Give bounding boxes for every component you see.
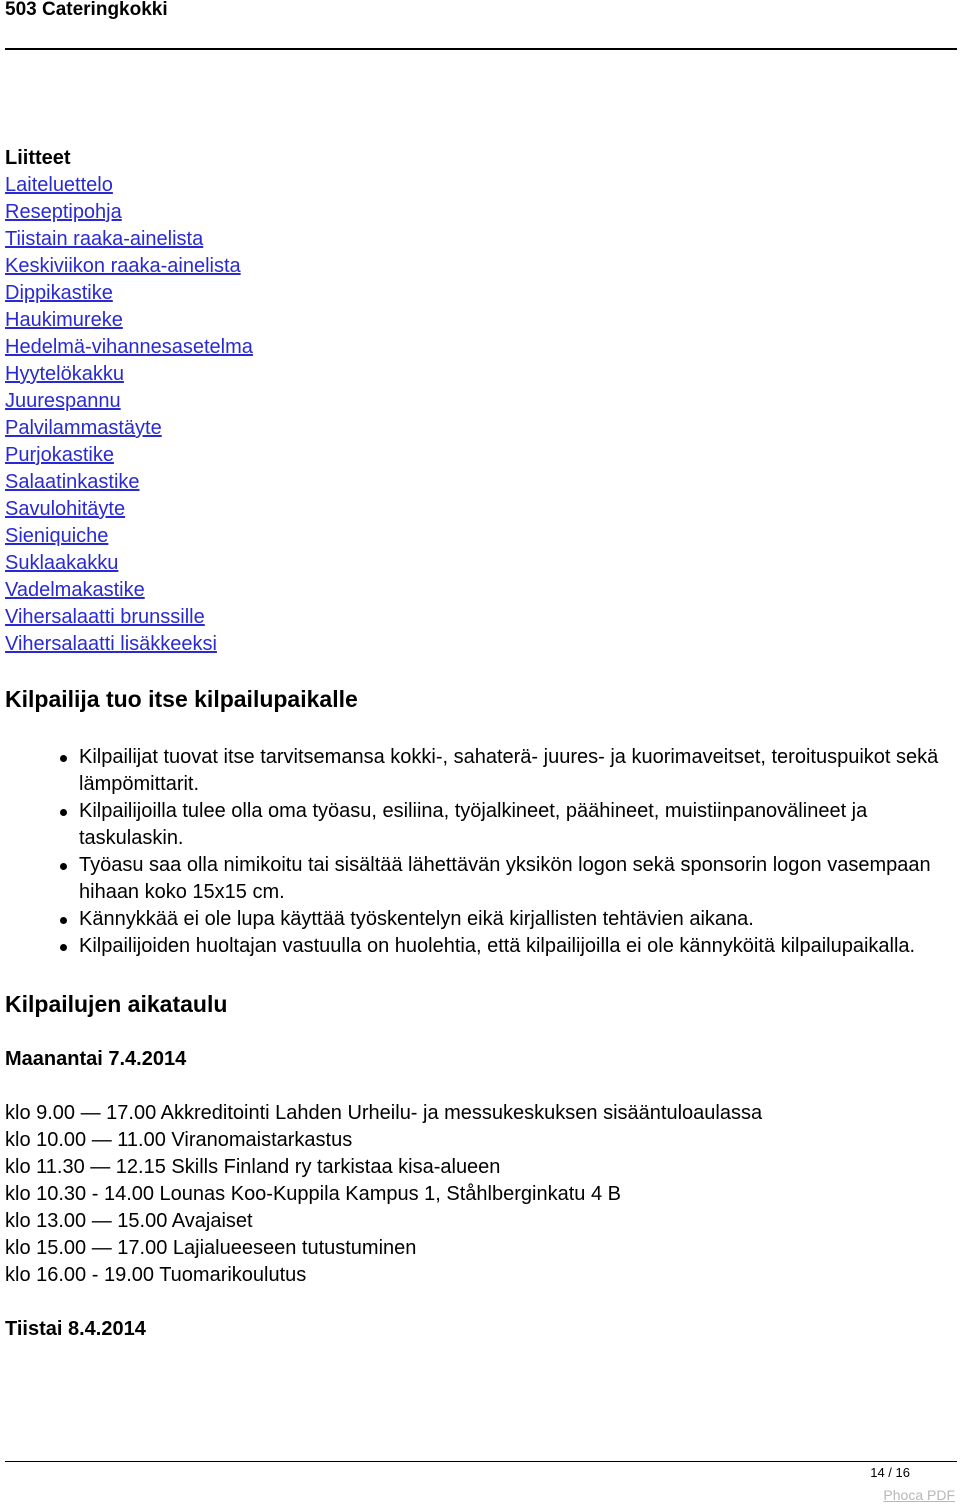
monday-heading: Maanantai 7.4.2014 [5,1048,187,1070]
schedule-item: klo 15.00 — 17.00 Lajialueeseen tutustuminen [5,1237,417,1259]
attachment-link-reseptipohja[interactable]: Reseptipohja [5,201,122,223]
list-item [5,280,950,307]
list-item [5,550,950,577]
attachment-link-keskiviikon-raaka-ainelista[interactable]: Keskiviikon raaka-ainelista [5,255,241,277]
attachment-link-vihersalaatti-brunssille[interactable]: Vihersalaatti brunssille [5,606,205,628]
phoca-pdf-link[interactable]: Phoca PDF [883,1487,955,1503]
attachment-link-hedelma-vihannesasetelma[interactable]: Hedelmä-vihannesasetelma [5,336,253,358]
list-item [5,307,950,334]
list-item [5,334,950,361]
attachment-link-juurespannu[interactable]: Juurespannu [5,390,121,412]
attachment-link-laiteluettelo[interactable]: Laiteluettelo [5,174,113,196]
attachment-link-hyytelokakku[interactable]: Hyytelökakku [5,363,124,385]
schedule-item: klo 10.30 - 14.00 Lounas Koo-Kuppila Kampus 1, Ståhlberginkatu 4 B [5,1183,621,1205]
list-item [5,577,950,604]
list-item [5,523,950,550]
list-item [5,631,950,658]
list-item: Työasu saa olla nimikoitu tai sisältää lähettävän yksikön logon sekä sponsorin logon vasempaan hihaan koko 15x15 cm. [79,852,950,906]
page-header [5,0,957,50]
list-item [5,442,950,469]
attachment-link-dippikastike[interactable]: Dippikastike [5,282,113,304]
list-item [5,469,950,496]
schedule-item: klo 9.00 — 17.00 Akkreditointi Lahden Urheilu- ja messukeskuksen sisääntuloaulassa [5,1102,763,1124]
attachment-link-vihersalaatti-lisakkeeksi[interactable]: Vihersalaatti lisäkkeeksi [5,633,217,655]
list-item [5,226,950,253]
attachment-link-suklaakakku[interactable]: Suklaakakku [5,552,119,574]
schedule-heading: Kilpailujen aikataulu [5,991,228,1017]
list-item [5,253,950,280]
list-item: Kännykkää ei ole lupa käyttää työskentelyn eikä kirjallisten tehtävien aikana. [79,906,950,933]
schedule-item: klo 11.30 — 12.15 Skills Finland ry tarkistaa kisa-alueen [5,1156,501,1178]
list-item [5,361,950,388]
list-item [5,172,950,199]
attachment-link-salaatinkastike[interactable]: Salaatinkastike [5,471,140,493]
schedule-item: klo 10.00 — 11.00 Viranomaistarkastus [5,1129,353,1151]
page-number: 14 / 16 [870,1465,910,1480]
attachment-link-purjokastike[interactable]: Purjokastike [5,444,114,466]
tuesday-heading: Tiistai 8.4.2014 [5,1318,146,1340]
attachments-list [5,172,950,658]
list-item [5,388,950,415]
bring-items-heading: Kilpailija tuo itse kilpailupaikalle [5,686,358,712]
list-item: Kilpailijat tuovat itse tarvitsemansa kokki-, sahaterä- juures- ja kuorimaveitset, teroituspuikot sekä lämpömittarit. [79,744,950,798]
list-item [5,604,950,631]
attachments-heading: Liitteet [5,147,71,169]
list-item: Kilpailijoilla tulee olla oma työasu, esiliina, työjalkineet, päähineet, muistiinpanovälineet ja taskulaskin. [79,798,950,852]
monday-schedule-list [5,1100,950,1289]
list-item [5,415,950,442]
page-content [5,145,950,1343]
bring-items-list [5,744,950,960]
attachment-link-savulohitayte[interactable]: Savulohitäyte [5,498,126,520]
schedule-item: klo 13.00 — 15.00 Avajaiset [5,1210,253,1232]
list-item [5,496,950,523]
schedule-item: klo 16.00 - 19.00 Tuomarikoulutus [5,1264,307,1286]
attachment-link-haukimureke[interactable]: Haukimureke [5,309,123,331]
attachment-link-vadelmakastike[interactable]: Vadelmakastike [5,579,145,601]
attachment-link-sieniquiche[interactable]: Sieniquiche [5,525,109,547]
list-item [5,199,950,226]
attachment-link-palvilammastayte[interactable]: Palvilammastäyte [5,417,162,439]
list-item: Kilpailijoiden huoltajan vastuulla on huolehtia, että kilpailijoilla ei ole kännyköitä kilpailupaikalla. [79,933,950,960]
document-title: 503 Cateringkokki [5,0,168,20]
page-footer [5,1461,957,1503]
attachment-link-tiistain-raaka-ainelista[interactable]: Tiistain raaka-ainelista [5,228,204,250]
